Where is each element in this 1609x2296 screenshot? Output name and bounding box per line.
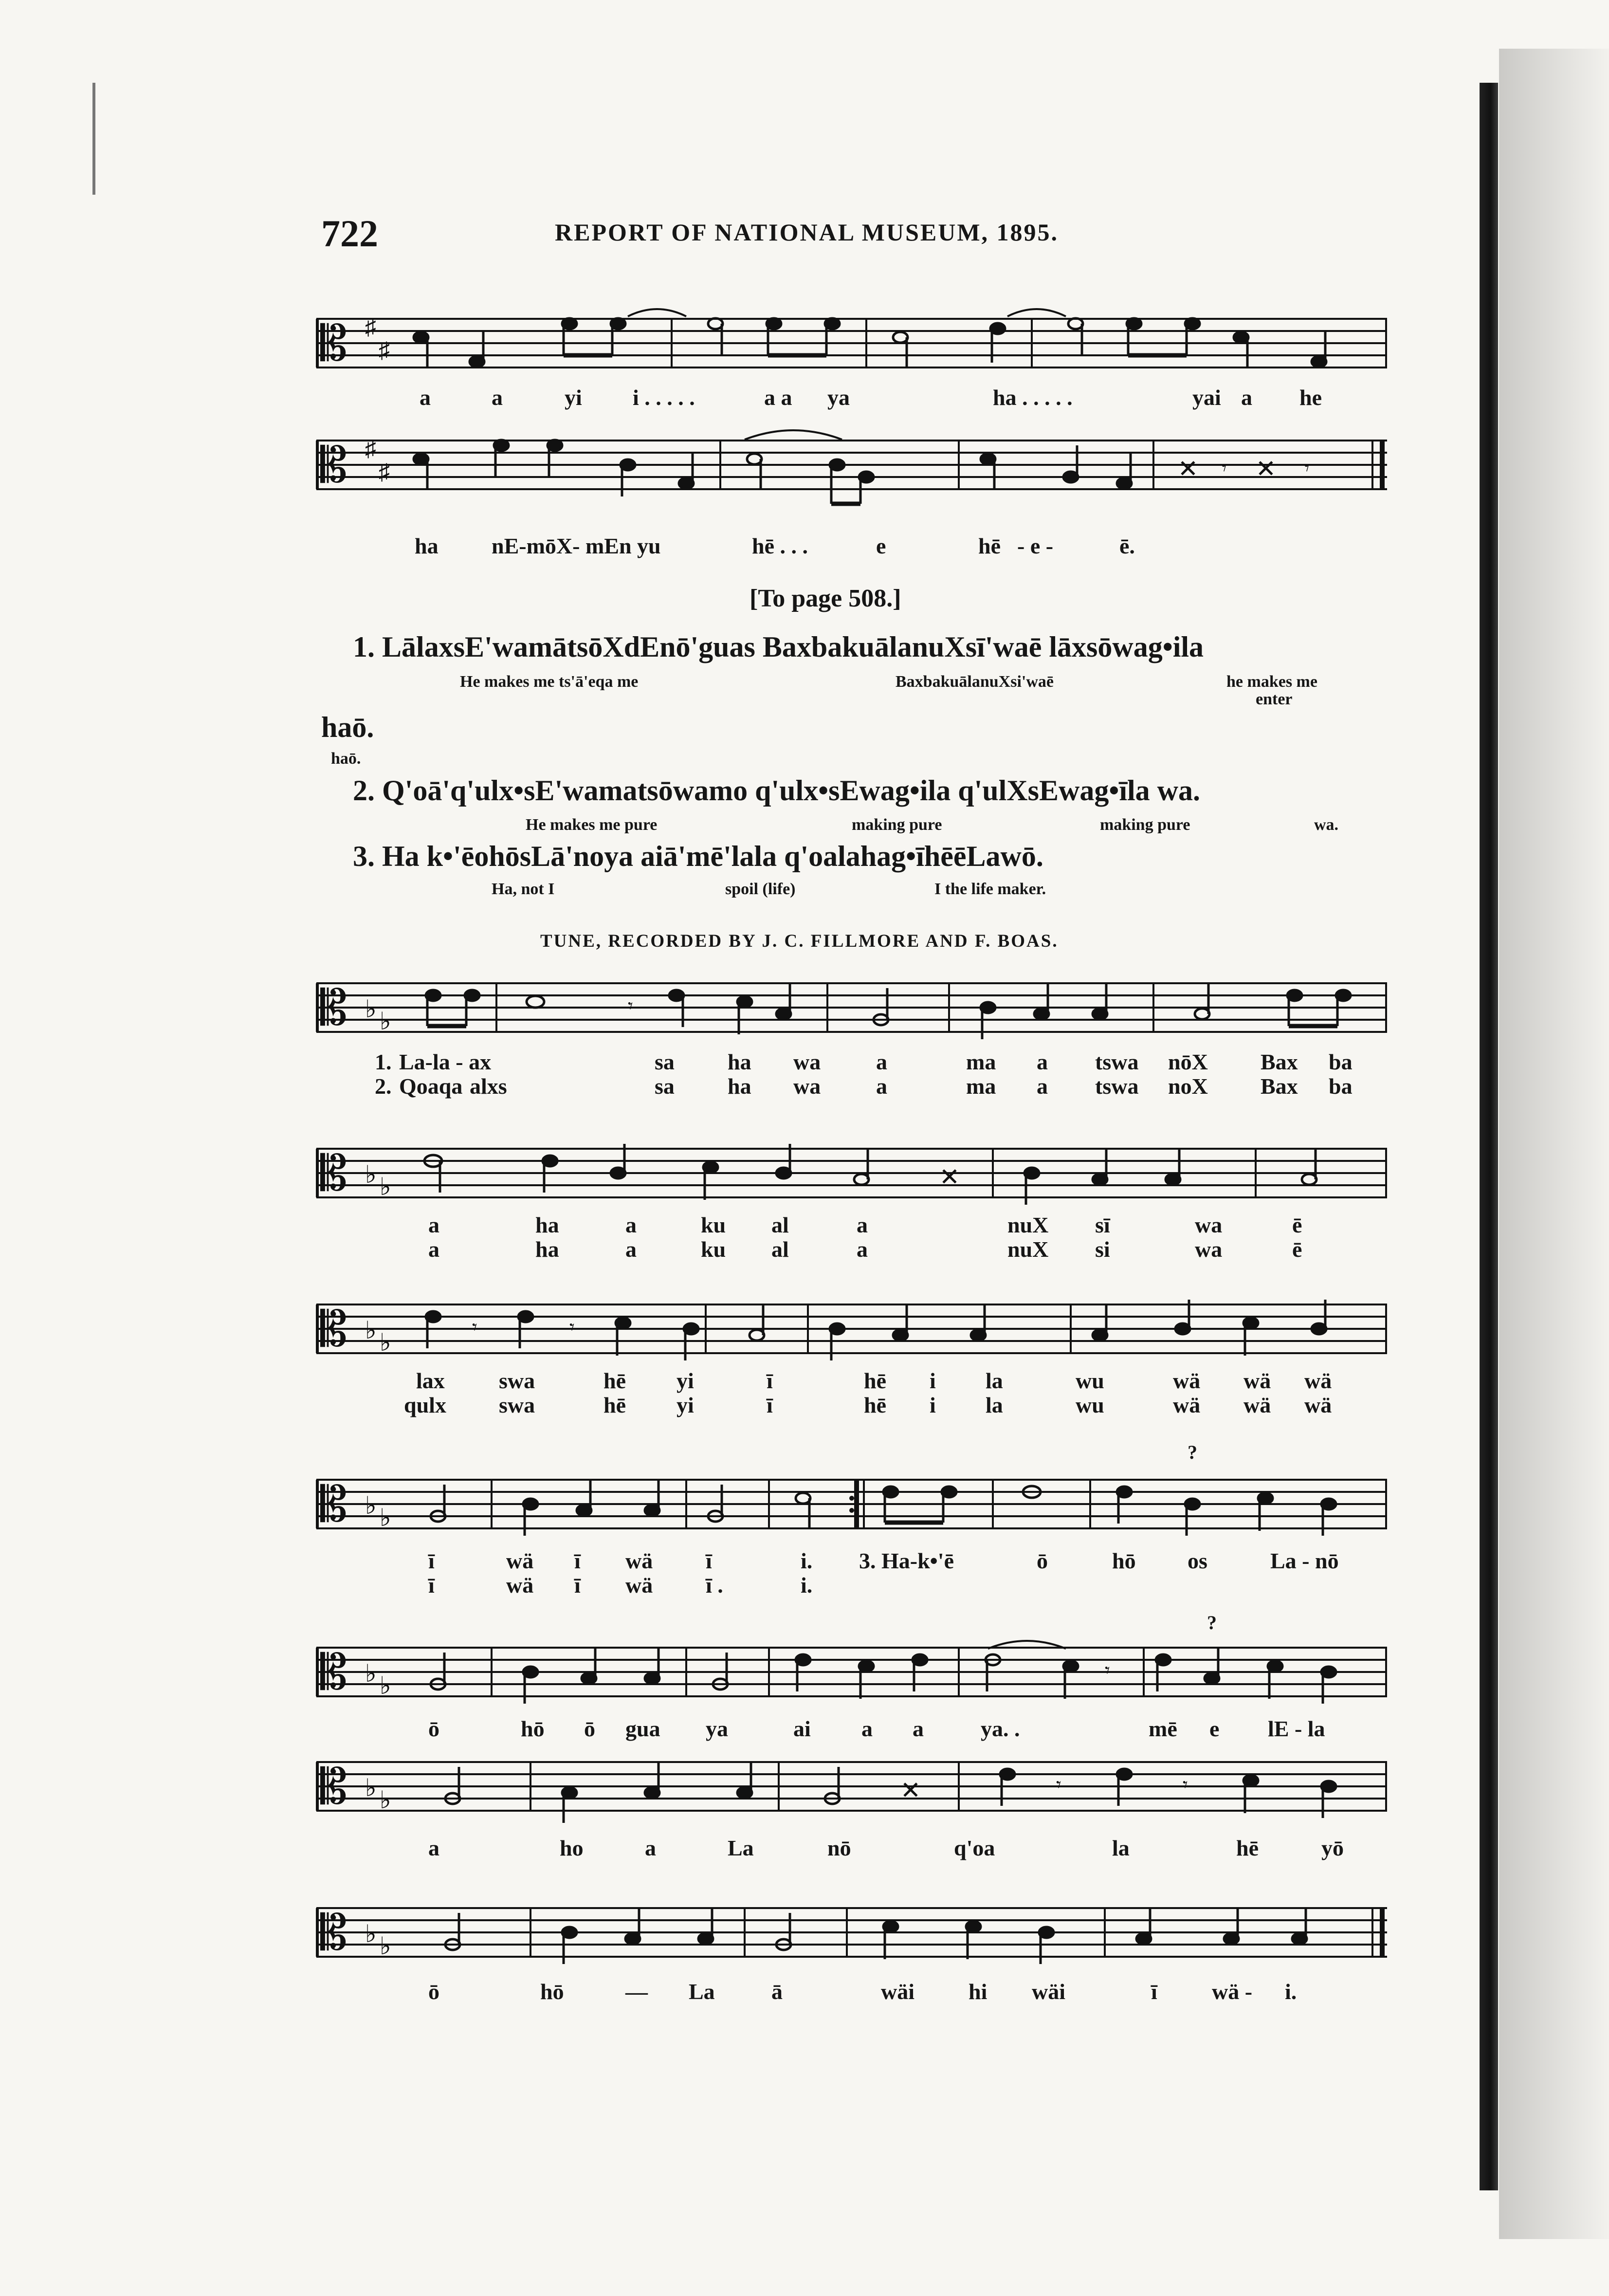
lyric-word: hē xyxy=(603,1393,626,1417)
svg-text:𝄾: 𝄾 xyxy=(1105,1659,1110,1681)
lyric-word: i. xyxy=(801,1573,813,1598)
lyric-word: nuX xyxy=(1007,1212,1049,1237)
lyric-word: e xyxy=(876,533,886,558)
lyric-word: ē. xyxy=(1119,533,1135,558)
lyric-word: ai xyxy=(793,1716,811,1741)
lyric-word: wa xyxy=(1195,1237,1223,1262)
lyric-word: a xyxy=(1037,1049,1048,1074)
lyric-word: ya xyxy=(706,1716,728,1741)
lyric-word: 3. Ha-k•'ē xyxy=(859,1548,954,1573)
lyric-word: ī xyxy=(574,1548,581,1573)
svg-text:♭: ♭ xyxy=(365,1161,377,1188)
lyric-word: a xyxy=(420,385,431,410)
svg-text:♭: ♭ xyxy=(380,1672,391,1699)
page-edge-mark xyxy=(92,83,95,195)
lyric-word: ha xyxy=(415,533,439,558)
lyric-word: yai xyxy=(1192,385,1221,410)
verse-continuation: haō. xyxy=(321,711,374,743)
lyric-word: La - nō xyxy=(1270,1548,1339,1573)
lyric-word: ī xyxy=(428,1573,435,1598)
lyric-word: wä xyxy=(1173,1368,1201,1393)
svg-text:𝄡: 𝄡 xyxy=(320,1904,347,1961)
lyric-word: la xyxy=(986,1368,1003,1393)
gloss: He makes me pure xyxy=(526,816,658,834)
lyric-word: ō xyxy=(1037,1548,1048,1573)
lyric-word: ī xyxy=(1151,1979,1157,2004)
lyric-word: gua xyxy=(625,1716,660,1741)
lyric-word: ha xyxy=(728,1074,751,1099)
lyric-word: tswa xyxy=(1095,1074,1139,1099)
lyric-word: sī xyxy=(1095,1212,1110,1237)
lyric-word: hō xyxy=(540,1979,564,2004)
svg-text:♭: ♭ xyxy=(365,1920,377,1947)
lyric-word: a xyxy=(625,1212,637,1237)
lyric-word: al xyxy=(771,1212,789,1237)
lyric-word: ba xyxy=(1329,1074,1353,1099)
lyric-word: ī xyxy=(706,1548,712,1573)
lyric-word: ī xyxy=(428,1548,435,1573)
lyric-word: wa xyxy=(793,1074,821,1099)
music-staff xyxy=(316,1295,1387,1363)
lyric-word: 2. xyxy=(375,1074,392,1099)
lyric-word: hē xyxy=(864,1393,886,1417)
lyric-word: swa xyxy=(499,1393,535,1417)
lyric-word: a xyxy=(428,1237,439,1262)
svg-text:𝄡: 𝄡 xyxy=(320,1301,347,1358)
lyric-word: i xyxy=(930,1393,936,1417)
lyric-word: 1. xyxy=(375,1049,392,1074)
lyric-word: lE - la xyxy=(1268,1716,1325,1741)
lyric-word: wä xyxy=(1304,1368,1332,1393)
lyric-word: a xyxy=(1037,1074,1048,1099)
gloss: making pure xyxy=(1100,816,1190,834)
lyric-word: alxs xyxy=(470,1074,507,1099)
lyric-word: wä xyxy=(1173,1393,1201,1417)
svg-text:♯: ♯ xyxy=(379,338,390,363)
lyric-word: nō xyxy=(827,1836,851,1860)
lyric-word: a xyxy=(625,1237,637,1262)
lyric-word: a xyxy=(1241,385,1252,410)
lyric-word: q'oa xyxy=(954,1836,995,1860)
svg-text:𝄾: 𝄾 xyxy=(1304,457,1310,479)
svg-text:♭: ♭ xyxy=(365,1317,377,1344)
lyric-word: ī . xyxy=(706,1573,723,1598)
lyric-word: i xyxy=(930,1368,936,1393)
lyric-word: sa xyxy=(655,1049,675,1074)
svg-text:✕: ✕ xyxy=(1256,455,1276,482)
svg-text:𝄡: 𝄡 xyxy=(320,1644,347,1701)
lyric-word: i . . . . . xyxy=(633,385,695,410)
svg-text:♭: ♭ xyxy=(380,1008,391,1035)
lyric-word: hō xyxy=(1112,1548,1136,1573)
lyric-word: wäi xyxy=(881,1979,914,2004)
lyric-word: ya. . xyxy=(981,1716,1020,1741)
lyric-word: wä xyxy=(1304,1393,1332,1417)
svg-text:♯: ♯ xyxy=(365,436,376,461)
lyric-word: qulx xyxy=(404,1393,446,1417)
lyric-word: a xyxy=(428,1836,439,1860)
lyric-word: ō xyxy=(428,1716,439,1741)
lyric-word: os xyxy=(1188,1548,1207,1573)
verse-line-1: 1. LālaxsE'wamātsōXdEnō'guas BaxbakuālanuXsī'waē lāxsōwag•ila xyxy=(353,631,1204,663)
lyric-word: ya xyxy=(827,385,850,410)
lyric-word: ha xyxy=(535,1237,559,1262)
svg-text:♭: ♭ xyxy=(380,1504,391,1531)
gloss: haō. xyxy=(331,750,361,768)
binding-shadow xyxy=(1499,49,1609,2239)
svg-text:𝄡: 𝄡 xyxy=(320,315,347,372)
lyric-word: he xyxy=(1299,385,1322,410)
svg-text:𝄡: 𝄡 xyxy=(320,1145,347,1202)
lyric-word: tswa xyxy=(1095,1049,1139,1074)
lyric-word: ā xyxy=(771,1979,783,2004)
lyric-word: hē xyxy=(978,533,1001,558)
verse-line-3: 3. Ha k•'ēohōsLā'noya aiā'mē'lala q'oalahag•īhēēLawō. xyxy=(353,840,1043,872)
svg-text:✕: ✕ xyxy=(939,1163,960,1191)
gloss: wa. xyxy=(1314,816,1339,834)
music-staff xyxy=(316,1752,1387,1820)
tune-caption: TUNE, RECORDED BY J. C. FILLMORE AND F. BOAS. xyxy=(540,931,1059,951)
svg-text:𝄾: 𝄾 xyxy=(472,1316,477,1338)
lyric-word: - e - xyxy=(1017,533,1054,558)
annotation-question-mark: ? xyxy=(1207,1612,1217,1634)
lyric-word: a xyxy=(861,1716,873,1741)
lyric-word: wä - xyxy=(1212,1979,1253,2004)
svg-text:♭: ♭ xyxy=(380,1329,391,1356)
svg-text:♭: ♭ xyxy=(365,1492,377,1519)
lyric-word: wu xyxy=(1076,1393,1104,1417)
svg-text:𝄾: 𝄾 xyxy=(1222,457,1227,479)
lyric-word: wäi xyxy=(1032,1979,1065,2004)
lyric-word: a xyxy=(913,1716,924,1741)
lyric-word: sa xyxy=(655,1074,675,1099)
lyric-word: noX xyxy=(1168,1074,1208,1099)
gloss: He makes me ts'ā'eqa me xyxy=(460,673,639,691)
gloss: enter xyxy=(1256,690,1293,708)
svg-text:♯: ♯ xyxy=(365,314,376,339)
svg-text:𝄡: 𝄡 xyxy=(320,1758,347,1815)
lyric-word: wa xyxy=(793,1049,821,1074)
lyric-word: a xyxy=(876,1049,887,1074)
lyric-word: nuX xyxy=(1007,1237,1049,1262)
music-staff xyxy=(316,1898,1387,1966)
lyric-word: nE-mōX- mEn yu xyxy=(492,533,661,558)
music-staff xyxy=(316,1139,1387,1207)
lyric-word: ī xyxy=(574,1573,581,1598)
lyric-word: La xyxy=(689,1979,715,2004)
lyric-word: La-la - ax xyxy=(399,1049,492,1074)
lyric-word: ē xyxy=(1292,1237,1302,1262)
gloss: making pure xyxy=(852,816,942,834)
lyric-word: a a xyxy=(764,385,792,410)
lyric-word: ku xyxy=(701,1212,726,1237)
lyric-word: yi xyxy=(677,1393,694,1417)
book-spine-edge xyxy=(1480,83,1498,2190)
gloss: BaxbakuālanuXsi'waē xyxy=(896,673,1054,691)
svg-text:♭: ♭ xyxy=(365,1774,377,1801)
gloss: I the life maker. xyxy=(934,880,1046,898)
lyric-word: wa xyxy=(1195,1212,1223,1237)
svg-text:𝄾: 𝄾 xyxy=(569,1316,575,1338)
lyric-word: wu xyxy=(1076,1368,1104,1393)
lyric-word: hē xyxy=(603,1368,626,1393)
lyric-word: ma xyxy=(966,1049,996,1074)
lyric-word: wä xyxy=(625,1548,653,1573)
lyric-word: ī xyxy=(767,1368,773,1393)
lyric-word: wä xyxy=(625,1573,653,1598)
music-staff xyxy=(316,1638,1387,1706)
svg-text:♯: ♯ xyxy=(379,459,390,484)
svg-text:✕: ✕ xyxy=(1178,455,1198,482)
lyric-word: wä xyxy=(1243,1368,1271,1393)
lyric-word: hē xyxy=(864,1368,886,1393)
lyric-word: ba xyxy=(1329,1049,1353,1074)
svg-text:♭: ♭ xyxy=(380,1932,391,1960)
lyric-word: si xyxy=(1095,1237,1110,1262)
lyric-word: ho xyxy=(560,1836,584,1860)
gloss: Ha, not I xyxy=(492,880,555,898)
lyric-word: a xyxy=(857,1237,868,1262)
lyric-word: ī xyxy=(767,1393,773,1417)
lyric-word: wä xyxy=(506,1548,534,1573)
lyric-word: i. xyxy=(801,1548,813,1573)
svg-text:𝄡: 𝄡 xyxy=(320,1476,347,1533)
lyric-word: Qoaqa xyxy=(399,1074,463,1099)
lyric-word: e xyxy=(1209,1716,1220,1741)
svg-text:♭: ♭ xyxy=(380,1786,391,1814)
lyric-word: ha . . . . . xyxy=(993,385,1073,410)
lyric-word: hi xyxy=(969,1979,987,2004)
annotation-question-mark: ? xyxy=(1188,1441,1197,1463)
lyric-word: ha xyxy=(728,1049,751,1074)
lyric-word: ku xyxy=(701,1237,726,1262)
lyric-word: — xyxy=(625,1979,648,2004)
lyric-word: ō xyxy=(584,1716,595,1741)
music-staff xyxy=(316,309,1387,377)
lyric-word: ō xyxy=(428,1979,439,2004)
lyric-word: a xyxy=(428,1212,439,1237)
lyric-word: yi xyxy=(677,1368,694,1393)
lyric-word: La xyxy=(728,1836,754,1860)
lyric-word: swa xyxy=(499,1368,535,1393)
lyric-word: wä xyxy=(506,1573,534,1598)
lyric-word: a xyxy=(645,1836,656,1860)
lyric-word: yō xyxy=(1321,1836,1344,1860)
lyric-word: yi xyxy=(565,385,582,410)
music-staff xyxy=(316,1470,1387,1538)
svg-text:𝄡: 𝄡 xyxy=(320,437,347,494)
svg-text:𝄡: 𝄡 xyxy=(320,979,347,1036)
lyric-word: a xyxy=(876,1074,887,1099)
verse-line-2: 2. Q'oā'q'ulx•sE'wamatsōwamo q'ulx•sEwag•ila q'ulXsEwag•īla wa. xyxy=(353,774,1200,807)
lyric-word: mē xyxy=(1149,1716,1177,1741)
svg-text:✕: ✕ xyxy=(900,1777,921,1804)
lyric-word: hē . . . xyxy=(752,533,808,558)
lyric-word: i. xyxy=(1285,1979,1297,2004)
running-head: REPORT OF NATIONAL MUSEUM, 1895. xyxy=(555,219,1059,246)
svg-text:♭: ♭ xyxy=(380,1173,391,1200)
lyric-word: la xyxy=(986,1393,1003,1417)
lyric-word: hō xyxy=(521,1716,545,1741)
lyric-word: nōX xyxy=(1168,1049,1208,1074)
lyric-word: ha xyxy=(535,1212,559,1237)
lyric-word: ē xyxy=(1292,1212,1302,1237)
lyric-word: la xyxy=(1112,1836,1130,1860)
lyric-word: hē xyxy=(1236,1836,1259,1860)
lyric-word: ma xyxy=(966,1074,996,1099)
svg-text:♭: ♭ xyxy=(365,995,377,1023)
lyric-word: wä xyxy=(1243,1393,1271,1417)
svg-text:𝄾: 𝄾 xyxy=(628,995,633,1017)
page-number: 722 xyxy=(321,212,378,255)
gloss: he makes me xyxy=(1226,673,1317,691)
lyric-word: Bax xyxy=(1261,1049,1298,1074)
gloss: spoil (life) xyxy=(725,880,796,898)
svg-text:𝄾: 𝄾 xyxy=(1056,1774,1061,1796)
lyric-word: al xyxy=(771,1237,789,1262)
svg-text:♭: ♭ xyxy=(365,1660,377,1687)
lyric-word: a xyxy=(492,385,503,410)
music-staff xyxy=(316,974,1387,1042)
lyric-word: a xyxy=(857,1212,868,1237)
lyric-word: Bax xyxy=(1261,1074,1298,1099)
section-reference: [To page 508.] xyxy=(750,585,901,612)
svg-text:𝄾: 𝄾 xyxy=(1183,1774,1188,1796)
music-staff xyxy=(316,431,1387,509)
lyric-word: lax xyxy=(416,1368,445,1393)
